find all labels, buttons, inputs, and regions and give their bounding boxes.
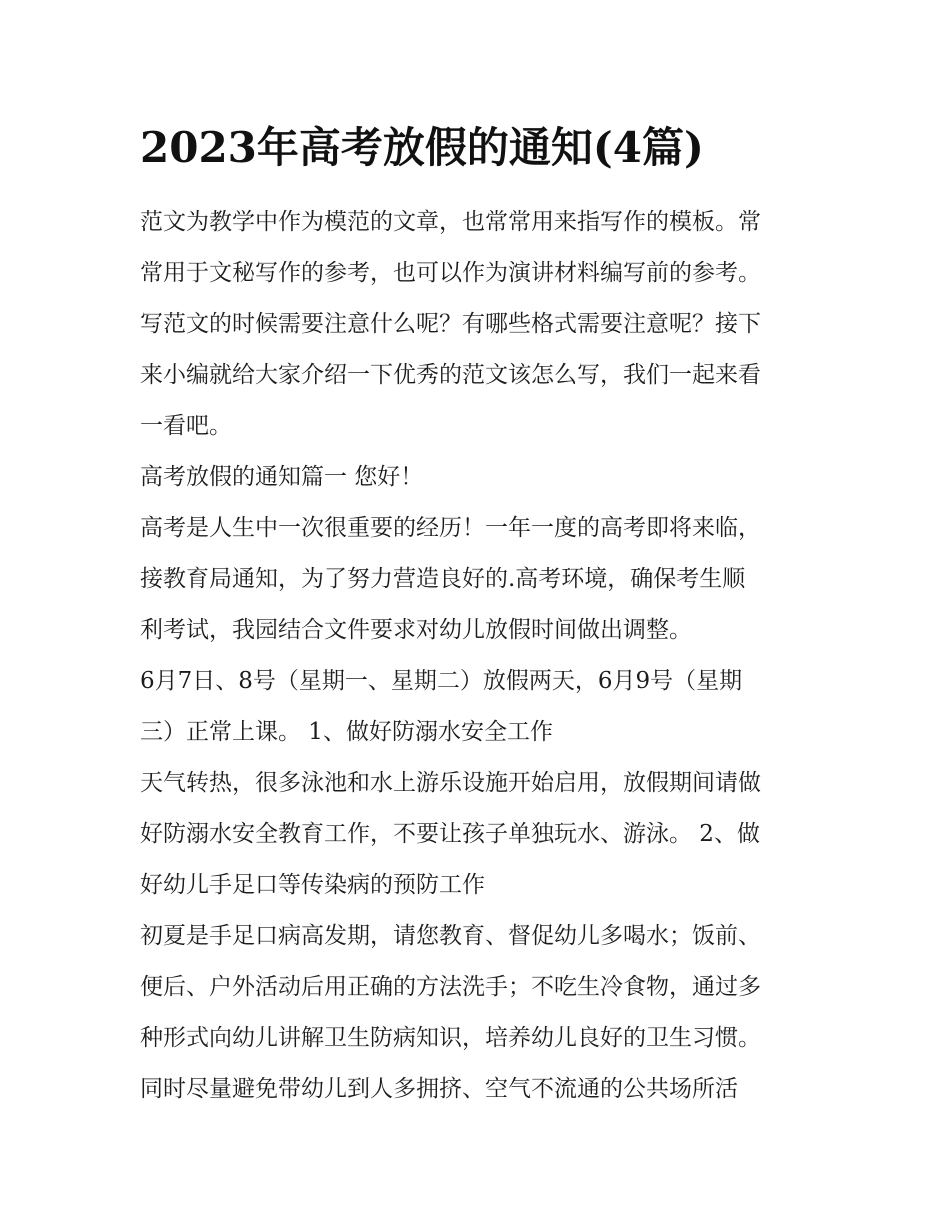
text-line: 6月7日、8号（星期一、星期二）放假两天，6月9号（星期 <box>140 668 743 694</box>
text-line: 高考是人生中一次很重要的经历！一年一度的高考即将来临， <box>140 515 761 541</box>
text-line: 一看吧。 <box>140 413 232 439</box>
document-body <box>140 197 812 1115</box>
text-line: 来小编就给大家介绍一下优秀的范文该怎么写，我们一起来看 <box>140 362 761 388</box>
text-line: 好防溺水安全教育工作，不要让孩子单独玩水、游泳。 2、做 <box>140 821 760 847</box>
text-line: 常用于文秘写作的参考，也可以作为演讲材料编写前的参考。 <box>140 260 761 286</box>
text-line: 便后、户外活动后用正确的方法洗手；不吃生冷食物，通过多 <box>140 974 761 1000</box>
text-line: 写范文的时候需要注意什么呢？有哪些格式需要注意呢？接下 <box>140 311 761 337</box>
text-line: 利考试，我园结合文件要求对幼儿放假时间做出调整。 <box>140 617 692 643</box>
text-line: 接教育局通知，为了努力营造良好的.高考环境，确保考生顺 <box>140 566 746 592</box>
section-heading-line: 高考放假的通知篇一 您好！ <box>140 464 424 490</box>
text-line: 同时尽量避免带幼儿到人多拥挤、空气不流通的公共场所活 <box>140 1076 738 1102</box>
text-line: 天气转热，很多泳池和水上游乐设施开始启用，放假期间请做 <box>140 770 761 796</box>
text-line: 好幼儿手足口等传染病的预防工作 <box>140 872 485 898</box>
text-line: 种形式向幼儿讲解卫生防病知识，培养幼儿良好的卫生习惯。 <box>140 1025 761 1051</box>
document-title: 2023年高考放假的通知(4篇) <box>140 123 704 172</box>
text-line: 初夏是手足口病高发期，请您教育、督促幼儿多喝水；饭前、 <box>140 923 761 949</box>
text-line: 三）正常上课。 1、做好防溺水安全工作 <box>140 719 553 745</box>
text-line: 范文为教学中作为模范的文章，也常常用来指写作的模板。常 <box>140 209 761 235</box>
